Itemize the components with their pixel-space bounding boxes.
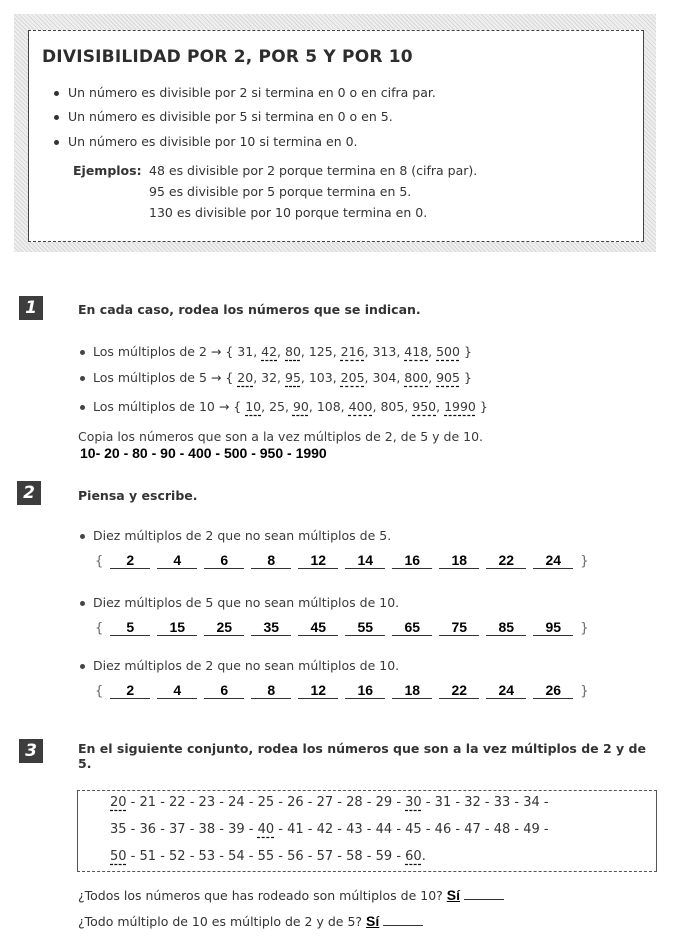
answer-blank[interactable]: 18: [392, 682, 432, 699]
answer-blank: [464, 899, 504, 900]
exercise-number-badge: 2: [17, 481, 41, 505]
example-line: 48 es divisible por 2 porque termina en 8 (cifra par).: [149, 163, 478, 178]
number: 35: [110, 822, 127, 837]
marked-number: 800: [404, 370, 429, 385]
number: 34: [523, 795, 540, 810]
answer-blank[interactable]: 65: [392, 619, 432, 636]
answer-blank[interactable]: 6: [204, 682, 244, 699]
marked-number: 50: [110, 849, 127, 864]
number: 28: [346, 795, 363, 810]
number: 23: [198, 795, 216, 810]
marked-number: 500: [436, 344, 460, 359]
question: ¿Todos los números que has rodeado son múltiplos de 10? Sí: [78, 887, 504, 903]
number: 53: [198, 849, 216, 864]
marked-number: 60: [405, 849, 422, 864]
exercise-instruction: En cada caso, rodea los números que se indican.: [78, 302, 421, 317]
item-prompt: Diez múltiplos de 5 que no sean múltiplos de 10.: [80, 595, 399, 610]
answer: Sí: [366, 913, 380, 929]
item-prompt: Diez múltiplos de 2 que no sean múltiplos de 5.: [80, 528, 391, 543]
rule-item: Un número es divisible por 10 si termina en 0.: [54, 134, 358, 149]
answer: Sí: [446, 887, 461, 903]
answer-blank[interactable]: 45: [298, 619, 338, 636]
number: 47: [464, 822, 481, 837]
number: 44: [375, 822, 393, 837]
info-title: DIVISIBILIDAD POR 2, POR 5 Y POR 10: [42, 47, 413, 67]
question: ¿Todo múltiplo de 10 es múltiplo de 2 y de 5? Sí: [78, 913, 423, 929]
marked-number: 950: [412, 399, 437, 414]
number: 21: [139, 795, 157, 810]
brace: {: [95, 684, 104, 699]
number: 38: [198, 822, 216, 837]
number: 304: [372, 370, 397, 385]
marked-number: 905: [436, 370, 460, 385]
number-set-line: 35 - 36 - 37 - 38 - 39 - 40 - 41 - 42 - 43 - 44 - 45 - 46 - 47 - 48 - 49 -: [110, 822, 549, 837]
answer-blank[interactable]: 2: [110, 682, 150, 699]
copy-answer: 10- 20 - 80 - 90 - 400 - 500 - 950 - 1990: [80, 445, 327, 461]
bullet-icon: [80, 664, 85, 669]
examples-label: Ejemplos:: [73, 163, 142, 178]
brace: {: [95, 554, 104, 569]
number: 125: [308, 344, 333, 359]
answer-blank[interactable]: 26: [533, 682, 573, 699]
exercise-number-badge: 1: [19, 296, 43, 320]
number: 27: [316, 795, 334, 810]
brace: }: [580, 684, 589, 699]
number: 51: [139, 849, 157, 864]
exercise-number-badge: 3: [19, 739, 43, 763]
answer-blank[interactable]: 6: [204, 552, 244, 569]
number: 25: [257, 795, 275, 810]
marked-number: 42: [261, 344, 278, 359]
brace: }: [580, 554, 589, 569]
answer-blank[interactable]: 24: [486, 682, 526, 699]
rule-item: Un número es divisible por 2 si termina en 0 o en cifra par.: [54, 85, 436, 100]
answer-blank[interactable]: 14: [345, 552, 385, 569]
number: 25: [269, 399, 285, 414]
marked-number: 10: [245, 399, 262, 414]
number: 39: [228, 822, 245, 837]
answer-blank[interactable]: 15: [157, 619, 197, 636]
marked-number: 205: [340, 370, 365, 385]
answer-blank[interactable]: 12: [298, 682, 338, 699]
number: 31: [237, 344, 254, 359]
number-set-line: 50 - 51 - 52 - 53 - 54 - 55 - 56 - 57 - 58 - 59 - 60.: [110, 849, 426, 864]
answer-blank[interactable]: 16: [345, 682, 385, 699]
answer-blank[interactable]: 12: [298, 552, 338, 569]
number: 59: [375, 849, 393, 864]
marked-number: 30: [405, 795, 422, 810]
number: 313: [372, 344, 397, 359]
marked-number: 90: [292, 399, 309, 414]
answer-set: [95, 551, 589, 569]
marked-number: 418: [404, 344, 429, 359]
answer-blank[interactable]: 8: [251, 682, 291, 699]
answer-blank[interactable]: 4: [157, 682, 197, 699]
multiples-row: Los múltiplos de 10 → { 10, 25, 90, 108, 400, 805, 950, 1990 }: [80, 399, 488, 414]
marked-number: 20: [237, 370, 254, 385]
bullet-icon: [54, 140, 59, 145]
row-label: Los múltiplos de 5 →: [93, 370, 222, 385]
answer-blank[interactable]: 5: [110, 619, 150, 636]
brace: }: [580, 621, 589, 636]
answer-blank: [383, 925, 423, 926]
number: 108: [316, 399, 341, 414]
bullet-icon: [80, 376, 85, 381]
number: 57: [316, 849, 334, 864]
number: 42: [316, 822, 334, 837]
answer-blank[interactable]: 35: [251, 619, 291, 636]
multiples-row: Los múltiplos de 2 → { 31, 42, 80, 125, 216, 313, 418, 500 }: [80, 344, 472, 359]
answer-blank[interactable]: 85: [486, 619, 526, 636]
bullet-icon: [80, 405, 85, 410]
number: 31: [434, 795, 452, 810]
answer-blank[interactable]: 55: [345, 619, 385, 636]
answer-set: [95, 681, 589, 699]
number: 56: [287, 849, 304, 864]
copy-prompt: Copia los números que son a la vez múltiplos de 2, de 5 y de 10.: [78, 429, 484, 444]
number: 45: [405, 822, 422, 837]
number-set-line: 20 - 21 - 22 - 23 - 24 - 25 - 26 - 27 - 28 - 29 - 30 - 31 - 32 - 33 - 34 -: [110, 795, 549, 810]
marked-number: 95: [285, 370, 301, 385]
marked-number: 40: [257, 822, 275, 837]
number: 43: [346, 822, 363, 837]
example-line: 95 es divisible por 5 porque termina en 5.: [149, 184, 412, 199]
number: 29: [375, 795, 393, 810]
answer-blank[interactable]: 2: [110, 552, 150, 569]
answer-blank[interactable]: 24: [533, 552, 573, 569]
answer-set: [95, 618, 589, 636]
number: 41: [287, 822, 304, 837]
row-label: Los múltiplos de 10 →: [93, 399, 230, 414]
marked-number: 20: [110, 795, 127, 810]
number: 55: [257, 849, 275, 864]
answer-blank[interactable]: 22: [439, 682, 479, 699]
brace: {: [95, 621, 104, 636]
number: 46: [434, 822, 452, 837]
number: 32: [261, 370, 278, 385]
answer-blank[interactable]: 16: [392, 552, 432, 569]
example-line: 130 es divisible por 10 porque termina en 0.: [149, 205, 428, 220]
bullet-icon: [80, 350, 85, 355]
number: 805: [380, 399, 405, 414]
number: 32: [464, 795, 481, 810]
number: 52: [169, 849, 186, 864]
bullet-icon: [80, 601, 85, 606]
rule-item: Un número es divisible por 5 si termina en 0 o en 5.: [54, 109, 393, 124]
answer-blank[interactable]: 22: [486, 552, 526, 569]
number: 49: [523, 822, 540, 837]
item-prompt: Diez múltiplos de 2 que no sean múltiplos de 10.: [80, 658, 399, 673]
bullet-icon: [54, 115, 59, 120]
number: 58: [346, 849, 363, 864]
exercise-instruction: En el siguiente conjunto, rodea los números que son a la vez múltiplos de 2 y de 5.: [78, 741, 646, 771]
marked-number: 400: [348, 399, 373, 414]
answer-blank[interactable]: 75: [439, 619, 479, 636]
bullet-icon: [54, 91, 59, 96]
number: 54: [228, 849, 245, 864]
marked-number: 1990: [444, 399, 476, 414]
answer-blank[interactable]: 4: [157, 552, 197, 569]
multiples-row: Los múltiplos de 5 → { 20, 32, 95, 103, 205, 304, 800, 905 }: [80, 370, 472, 385]
number: 103: [308, 370, 333, 385]
number: 22: [169, 795, 186, 810]
marked-number: 80: [285, 344, 301, 359]
number: 36: [139, 822, 157, 837]
exercise-instruction: Piensa y escribe.: [78, 488, 198, 503]
number: 26: [287, 795, 304, 810]
bullet-icon: [80, 534, 85, 539]
number: 33: [493, 795, 511, 810]
number: 48: [493, 822, 511, 837]
answer-blank[interactable]: 25: [204, 619, 244, 636]
marked-number: 216: [340, 344, 365, 359]
answer-blank[interactable]: 8: [251, 552, 291, 569]
answer-blank[interactable]: 18: [439, 552, 479, 569]
answer-blank[interactable]: 95: [533, 619, 573, 636]
row-label: Los múltiplos de 2 →: [93, 344, 222, 359]
number: 24: [228, 795, 245, 810]
number: 37: [169, 822, 186, 837]
